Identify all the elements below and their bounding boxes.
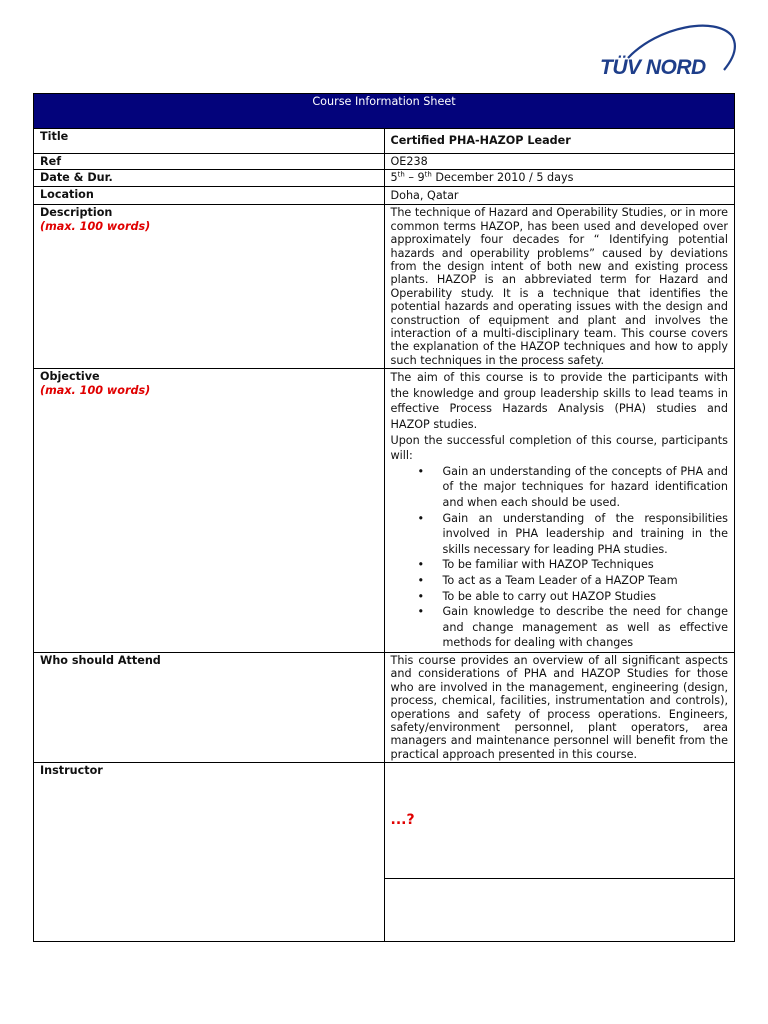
description-text: The technique of Hazard and Operability Studies, or in more common terms HAZOP, has been used and developed over approximately four decades for “ Identifying potential hazards and operability problems” caused by deviations from the design intent of both new and existing process plants. HAZOP is an abbreviated term for Hazard and Operability study. It is a technique that identifies the potential hazards and operating issues with the design and construction of equipment and plant and involves the interaction of a multi-disciplinary team. This course covers the explanation of the HAZOP techniques and how to apply such techniques in the process safety. <box>384 205 735 369</box>
date-start-suffix: th <box>397 170 405 179</box>
date-label: Date & Dur. <box>34 170 385 187</box>
description-label: Description <box>40 206 113 220</box>
objective-lead: Upon the successful completion of this course, participants will: <box>390 433 728 463</box>
location-label: Location <box>34 187 385 205</box>
description-sublabel: (max. 100 words) <box>40 219 151 233</box>
date-dash: – <box>404 171 418 185</box>
objective-bullet: • To be able to carry out HAZOP Studies <box>443 589 729 605</box>
title-row <box>34 129 735 154</box>
attend-label: Who should Attend <box>34 652 385 762</box>
objective-sublabel: (max. 100 words) <box>40 383 151 397</box>
date-rest: December 2010 / 5 days <box>431 171 574 185</box>
date-value <box>384 170 735 187</box>
date-start-day: 5 <box>390 171 398 185</box>
ref-label: Ref <box>34 154 385 170</box>
logo-text: TÜV NORD <box>600 56 706 79</box>
date-end-suffix: th <box>424 170 432 179</box>
objective-bullet: • To be familiar with HAZOP Techniques <box>443 557 729 573</box>
objective-bullet: • Gain an understanding of the concepts of PHA and of the major techniques for hazard identification and when each should be used. <box>443 464 729 511</box>
description-label-cell <box>34 205 385 369</box>
date-row <box>34 170 735 187</box>
description-row <box>34 205 735 369</box>
objective-content <box>384 369 735 653</box>
objective-label: Objective <box>40 370 100 384</box>
title-value: Certified PHA-HAZOP Leader <box>384 129 735 154</box>
tuv-nord-logo <box>598 22 740 82</box>
objective-bullet: • To act as a Team Leader of a HAZOP Team <box>443 573 729 589</box>
location-value: Doha, Qatar <box>384 187 735 205</box>
instructor-extra-cell <box>384 879 735 942</box>
instructor-value: ...? <box>390 812 415 829</box>
table-header-row <box>34 94 735 129</box>
ref-row <box>34 154 735 170</box>
instructor-row <box>34 763 735 879</box>
ref-value: OE238 <box>384 154 735 170</box>
objective-bullet: • Gain knowledge to describe the need for change and change management as well as effective methods for dealing with changes <box>443 604 729 651</box>
date-end-day: 9 <box>417 171 425 185</box>
sheet-header: Course Information Sheet <box>34 94 735 129</box>
location-row <box>34 187 735 205</box>
instructor-value-cell <box>384 763 735 879</box>
objective-bullet-list <box>391 464 729 651</box>
attend-text: This course provides an overview of all significant aspects and considerations of PHA and HAZOP Studies for those who are involved in the management, engineering (design, process, chemical, facilities, instrumentation and controls), operations and safety of process operations. Engineers, safety/environment personnel, plant operators, area managers and maintenance personnel will benefit from the practical approach presented in this course. <box>384 652 735 762</box>
objective-intro: The aim of this course is to provide the participants with the knowledge and group leadership skills to lead teams in effective Process Hazards Analysis (PHA) studies and HAZOP studies. <box>390 371 728 432</box>
title-label: Title <box>34 129 385 154</box>
objective-bullet: • Gain an understanding of the responsibilities involved in PHA leadership and training in the skills necessary for leading PHA studies. <box>443 511 729 558</box>
course-information-table <box>33 93 735 942</box>
objective-label-cell <box>34 369 385 653</box>
attend-row <box>34 652 735 762</box>
objective-row <box>34 369 735 653</box>
instructor-label: Instructor <box>34 763 385 942</box>
